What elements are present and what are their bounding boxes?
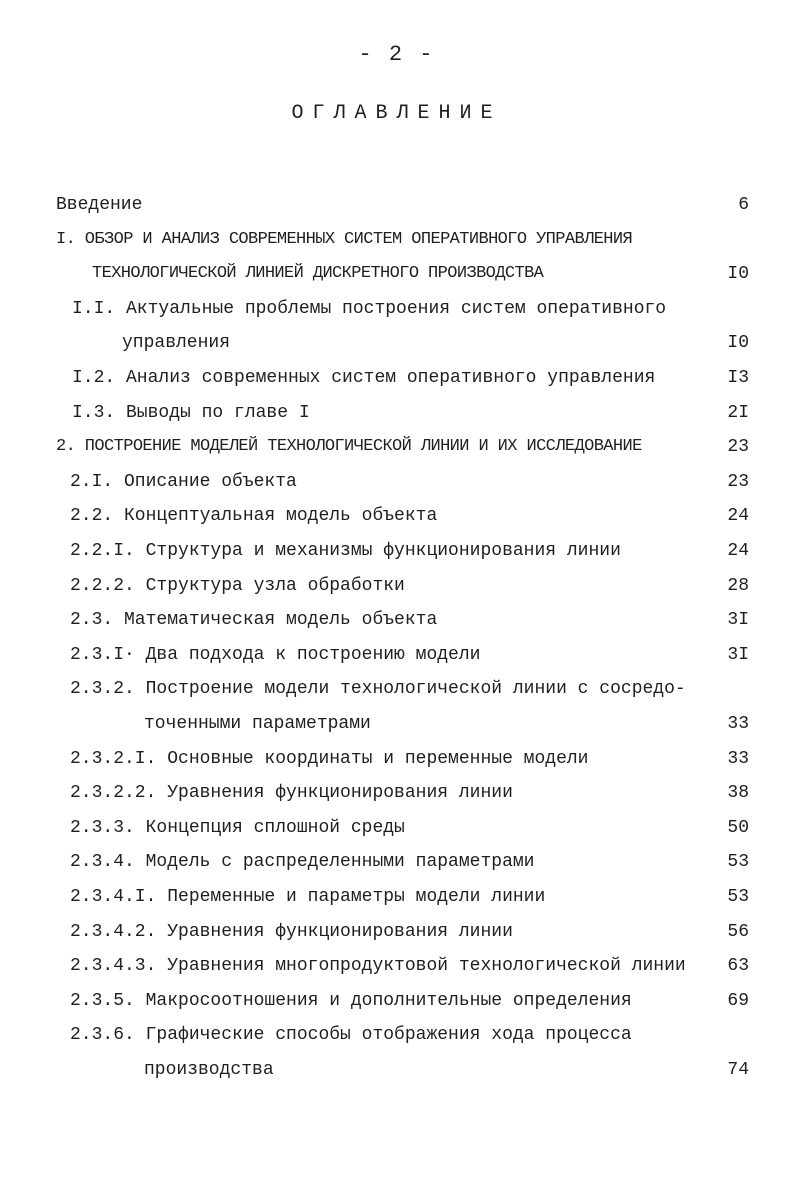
toc-entry xyxy=(0,1053,793,1087)
toc-entry-page: I0 xyxy=(727,264,749,285)
toc-entry xyxy=(0,396,793,430)
toc-entry xyxy=(0,915,793,949)
toc-title: ОГЛАВЛЕНИЕ xyxy=(291,102,502,125)
toc-entry xyxy=(0,257,793,291)
toc-entry-page: 56 xyxy=(727,921,749,942)
toc-entry-title: 2.2.I. Структура и механизмы функционирования линии xyxy=(70,541,621,561)
toc-entry xyxy=(0,742,793,776)
toc-entry-title: 2.3.2.2. Уравнения функционирования линии xyxy=(70,783,513,804)
toc-entry-title: 2.3.2. Построение модели технологической линии с сосредо- xyxy=(70,679,686,700)
toc-entry-page: 74 xyxy=(727,1060,749,1080)
toc-entry-title: 2.3.4.3. Уравнения многопродуктовой технологической линии xyxy=(70,956,686,977)
toc-entry xyxy=(0,880,793,914)
toc-entry xyxy=(0,603,793,637)
toc-entry-page: 28 xyxy=(727,575,749,596)
toc-entry xyxy=(0,845,793,879)
toc-entry-page: 50 xyxy=(727,817,749,838)
toc-entry-title: управления xyxy=(122,333,231,354)
toc-entry xyxy=(0,223,793,257)
toc-entry-page: 23 xyxy=(727,471,749,492)
toc-entry-title: 2.3.4.I. Переменные и параметры модели линии xyxy=(70,887,546,907)
toc-entry-page: 3I xyxy=(727,644,749,665)
toc-entry-title: 2.3.3. Концепция сплошной среды xyxy=(70,817,405,838)
toc-entry-page: 33 xyxy=(727,714,749,734)
toc-entry xyxy=(0,638,793,672)
toc-entry-title: I. ОБЗОР И АНАЛИЗ СОВРЕМЕННЫХ СИСТЕМ ОПЕРАТИВНОГО УПРАВЛЕНИЯ xyxy=(56,229,633,249)
toc-entry xyxy=(0,949,793,983)
toc-entry-page: 23 xyxy=(727,437,749,458)
page-number: - 2 - xyxy=(358,42,435,67)
toc-entry-page: 69 xyxy=(727,990,749,1011)
toc-entry-title: 2.3.5. Макросоотношения и дополнительные определения xyxy=(70,990,632,1011)
toc-entry-page: 6 xyxy=(738,195,749,215)
toc-entry-page: 63 xyxy=(727,956,749,977)
toc-entry xyxy=(0,188,793,222)
toc-entry-title: 2. ПОСТРОЕНИЕ МОДЕЛЕЙ ТЕХНОЛОГИЧЕСКОЙ ЛИНИИ И ИХ ИССЛЕДОВАНИЕ xyxy=(56,437,642,457)
toc-entry-title: I.3. Выводы по главе I xyxy=(72,402,310,423)
toc-entry-title: I.I. Актуальные проблемы построения систем оперативного xyxy=(72,298,667,319)
toc-entry xyxy=(0,326,793,360)
toc-entry-title: 2.3.4. Модель с распределенными параметрами xyxy=(70,852,535,873)
toc-entry xyxy=(0,534,793,568)
toc-entry xyxy=(0,984,793,1018)
toc-entry xyxy=(0,465,793,499)
toc-entry xyxy=(0,361,793,395)
toc-entry-page: 2I xyxy=(727,402,749,423)
toc-entry-page: 3I xyxy=(727,610,749,631)
toc-entry xyxy=(0,672,793,706)
toc-entry-title: ТЕХНОЛОГИЧЕСКОЙ ЛИНИЕЙ ДИСКРЕТНОГО ПРОИЗВОДСТВА xyxy=(92,264,544,284)
toc-entry-page: 24 xyxy=(727,506,749,527)
toc-entry-title: 2.I. Описание объекта xyxy=(70,471,297,492)
toc-entry-page: I3 xyxy=(727,368,749,388)
toc-entry xyxy=(0,292,793,326)
toc-entry xyxy=(0,430,793,464)
toc-entry xyxy=(0,776,793,810)
toc-entry-page: 33 xyxy=(727,748,749,769)
toc-entry-title: 2.3.2.I. Основные координаты и переменные модели xyxy=(70,748,589,769)
toc-entry xyxy=(0,707,793,741)
toc-entry-page: 38 xyxy=(727,783,749,804)
toc-entry-page: 53 xyxy=(727,852,749,873)
toc-entry-title: точенными параметрами xyxy=(144,714,371,734)
toc-entry-page: 53 xyxy=(727,887,749,907)
toc-entry-title: 2.3.I· Два подхода к построению модели xyxy=(70,644,481,665)
toc-entry-title: производства xyxy=(144,1060,274,1080)
toc-entry-title: 2.3.6. Графические способы отображения хода процесса xyxy=(70,1025,632,1046)
toc-entry-title: 2.2. Концептуальная модель объекта xyxy=(70,506,438,527)
toc-entry xyxy=(0,569,793,603)
toc-entry-title: Введение xyxy=(56,195,143,215)
toc-entry-title: 2.3.4.2. Уравнения функционирования линии xyxy=(70,921,513,942)
toc-entry-page: I0 xyxy=(727,333,749,354)
toc-entry xyxy=(0,499,793,533)
toc-entry-title: 2.2.2. Структура узла обработки xyxy=(70,575,405,596)
toc-entry-title: 2.3. Математическая модель объекта xyxy=(70,610,438,631)
toc-entry xyxy=(0,1018,793,1052)
toc-entry-page: 24 xyxy=(727,541,749,561)
toc-entry xyxy=(0,811,793,845)
toc-entry-title: I.2. Анализ современных систем оперативного управления xyxy=(72,368,656,388)
